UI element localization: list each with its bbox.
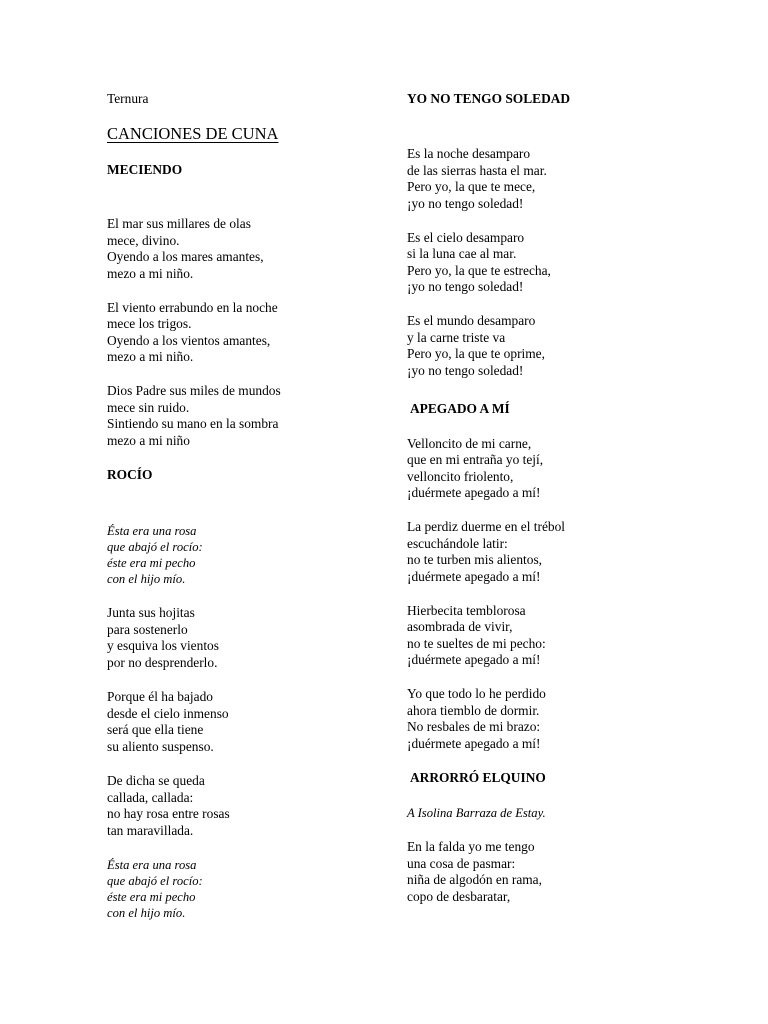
poem-line: si la luna cae al mar.: [407, 246, 517, 261]
poem-line: velloncito friolento,: [407, 469, 514, 484]
poem-line-italic: con el hijo mío.: [107, 906, 186, 920]
poem-line-italic: Ésta era una rosa: [107, 858, 197, 872]
poem-line: Pero yo, la que te estrecha,: [407, 263, 551, 278]
poem-line: tan maravillada.: [107, 823, 194, 838]
poem-line: Pero yo, la que te mece,: [407, 179, 536, 194]
poem-line: Yo que todo lo he perdido: [407, 686, 546, 701]
poem-line: Es la noche desamparo: [407, 146, 531, 161]
book-title: CANCIONES DE CUNA: [107, 124, 279, 143]
poem-line: Es el mundo desamparo: [407, 313, 536, 328]
poem-line: una cosa de pasmar:: [407, 856, 516, 871]
poem-line: De dicha se queda: [107, 773, 205, 788]
poem-line: ¡yo no tengo soledad!: [407, 196, 524, 211]
poem-title-meciendo: MECIENDO: [107, 162, 183, 177]
poem-line: y la carne triste va: [407, 330, 506, 345]
poem-line: Velloncito de mi carne,: [407, 436, 532, 451]
poem-line: mece sin ruido.: [107, 400, 190, 415]
poem-line-italic: que abajó el rocío:: [107, 874, 203, 888]
poem-line: Junta sus hojitas: [107, 605, 195, 620]
poem-line: ahora tiemblo de dormir.: [407, 703, 540, 718]
poem-line: ¡duérmete apegado a mí!: [407, 652, 541, 667]
poem-line: Dios Padre sus miles de mundos: [107, 383, 281, 398]
poem-line: de las sierras hasta el mar.: [407, 163, 547, 178]
poem-title-yo-no-tengo-soledad: YO NO TENGO SOLEDAD: [407, 91, 571, 106]
poem-line-italic: Ésta era una rosa: [107, 524, 197, 538]
poem-line: El viento errabundo en la noche: [107, 300, 278, 315]
poem-line: Sintiendo su mano en la sombra: [107, 416, 279, 431]
poem-line: y esquiva los vientos: [107, 638, 219, 653]
poem-line: mezo a mi niño.: [107, 266, 194, 281]
poem-line: ¡yo no tengo soledad!: [407, 279, 524, 294]
poem-line: callada, callada:: [107, 790, 194, 805]
poem-line: Pero yo, la que te oprime,: [407, 346, 545, 361]
poem-line: mece los trigos.: [107, 316, 192, 331]
poem-line: Hierbecita temblorosa: [407, 603, 526, 618]
poem-line: En la falda yo me tengo: [407, 839, 535, 854]
poem-line: escuchándole latir:: [407, 536, 508, 551]
poem-line: El mar sus millares de olas: [107, 216, 251, 231]
poem-line: para sostenerlo: [107, 622, 188, 637]
poem-line: no te turben mis alientos,: [407, 552, 542, 567]
poem-line: por no desprenderlo.: [107, 655, 218, 670]
poem-line-italic: éste era mi pecho: [107, 890, 196, 904]
poem-line: Es el cielo desamparo: [407, 230, 525, 245]
poem-dedication: A Isolina Barraza de Estay.: [407, 806, 546, 820]
poem-line: ¡duérmete apegado a mí!: [407, 485, 541, 500]
poem-title-apegado-a-mi: APEGADO A MÍ: [410, 401, 510, 416]
poem-line: no hay rosa entre rosas: [107, 806, 230, 821]
poem-line: niña de algodón en rama,: [407, 872, 542, 887]
poem-line: no te sueltes de mi pecho:: [407, 636, 546, 651]
poem-line-italic: éste era mi pecho: [107, 556, 196, 570]
poem-line: será que ella tiene: [107, 722, 204, 737]
poem-line: La perdiz duerme en el trébol: [407, 519, 566, 534]
poem-line: ¡duérmete apegado a mí!: [407, 569, 541, 584]
poem-title-rocio: ROCÍO: [107, 467, 153, 482]
poem-line: asombrada de vivir,: [407, 619, 513, 634]
poem-line: Oyendo a los mares amantes,: [107, 249, 264, 264]
poem-title-arrorro-elquino: ARRORRÓ ELQUINO: [410, 770, 546, 785]
poem-line: mezo a mi niño: [107, 433, 190, 448]
poem-line-italic: con el hijo mío.: [107, 572, 186, 586]
poem-line: mece, divino.: [107, 233, 180, 248]
poem-line: ¡yo no tengo soledad!: [407, 363, 524, 378]
section-header: Ternura: [107, 91, 149, 106]
poem-line: mezo a mi niño.: [107, 349, 194, 364]
poem-line: que en mi entraña yo tejí,: [407, 452, 544, 467]
poem-line: Oyendo a los vientos amantes,: [107, 333, 271, 348]
poem-line: su aliento suspenso.: [107, 739, 214, 754]
poem-line: No resbales de mi brazo:: [407, 719, 541, 734]
poem-line: Porque él ha bajado: [107, 689, 213, 704]
poem-line: desde el cielo inmenso: [107, 706, 229, 721]
poem-line-italic: que abajó el rocío:: [107, 540, 203, 554]
poem-line: ¡duérmete apegado a mí!: [407, 736, 541, 751]
poem-line: copo de desbaratar,: [407, 889, 511, 904]
